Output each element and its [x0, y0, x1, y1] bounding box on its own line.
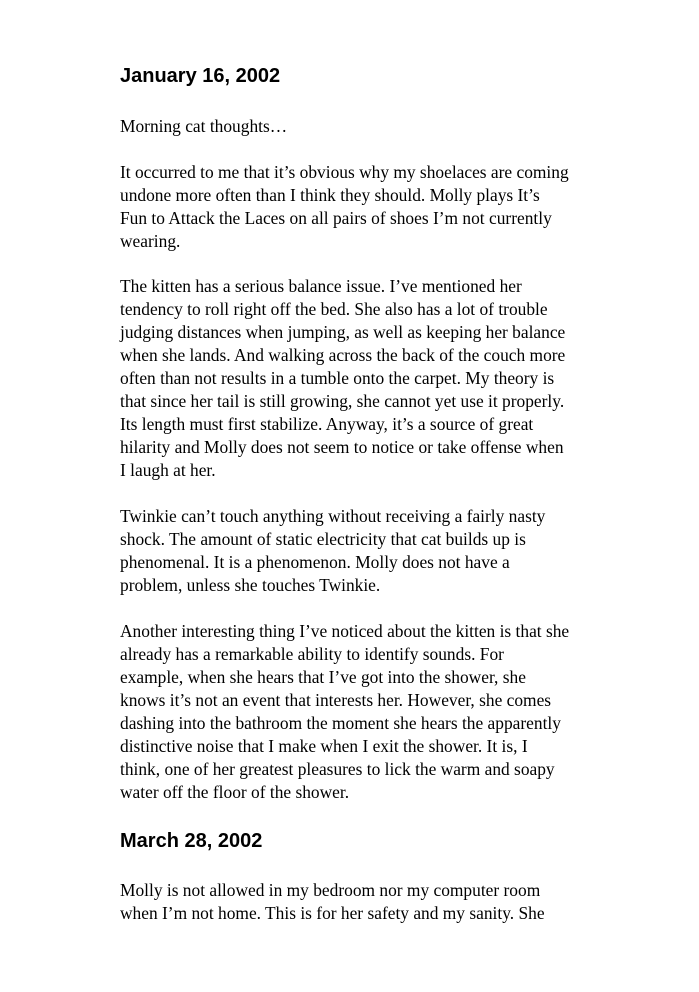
text-line: It occurred to me that it’s obvious why my shoelaces are coming [120, 162, 569, 182]
paragraph [120, 620, 650, 804]
text-line: that since her tail is still growing, she cannot yet use it properly. [120, 391, 565, 411]
text-line: distinctive noise that I make when I exit the shower. It is, I [120, 736, 528, 756]
text-line: undone more often than I think they should. Molly plays It’s [120, 185, 540, 205]
text-line: example, when she hears that I’ve got into the shower, she [120, 667, 526, 687]
text-line: Its length must first stabilize. Anyway, it’s a source of great [120, 414, 534, 434]
text-line: phenomenal. It is a phenomenon. Molly does not have a [120, 552, 510, 572]
text-line: knows it’s not an event that interests her. However, she comes [120, 690, 552, 710]
text-line: when she lands. And walking across the back of the couch more [120, 345, 566, 365]
text-line: problem, unless she touches Twinkie. [120, 575, 381, 595]
text-line: judging distances when jumping, as well as keeping her balance [120, 322, 566, 342]
text-line: dashing into the bathroom the moment she hears the apparently [120, 713, 561, 733]
entry-date-heading: January 16, 2002 [120, 65, 281, 87]
text-line: Molly is not allowed in my bedroom nor my computer room [120, 880, 541, 900]
text-line: I laugh at her. [120, 460, 216, 480]
entry-date-heading: March 28, 2002 [120, 830, 263, 852]
text-line: tendency to roll right off the bed. She also has a lot of trouble [120, 299, 548, 319]
text-line: water off the floor of the shower. [120, 782, 350, 802]
text-line: Another interesting thing I’ve noticed about the kitten is that she [120, 621, 570, 641]
paragraph [120, 879, 650, 925]
text-line: already has a remarkable ability to identify sounds. For [120, 644, 504, 664]
text-line: The kitten has a serious balance issue. I’ve mentioned her [120, 276, 522, 296]
paragraph [120, 505, 650, 597]
paragraph [120, 161, 650, 253]
text-line: Fun to Attack the Laces on all pairs of shoes I’m not currently [120, 208, 552, 228]
text-line: hilarity and Molly does not seem to notice or take offense when [120, 437, 564, 457]
text-line: when I’m not home. This is for her safety and my sanity. She [120, 903, 545, 923]
text-line: shock. The amount of static electricity that cat builds up is [120, 529, 526, 549]
paragraph [120, 115, 650, 138]
text-line: Morning cat thoughts… [120, 116, 288, 136]
paragraph [120, 275, 650, 482]
text-line: Twinkie can’t touch anything without receiving a fairly nasty [120, 506, 546, 526]
text-line: think, one of her greatest pleasures to lick the warm and soapy [120, 759, 555, 779]
text-line: wearing. [120, 231, 181, 251]
text-line: often than not results in a tumble onto the carpet. My theory is [120, 368, 555, 388]
